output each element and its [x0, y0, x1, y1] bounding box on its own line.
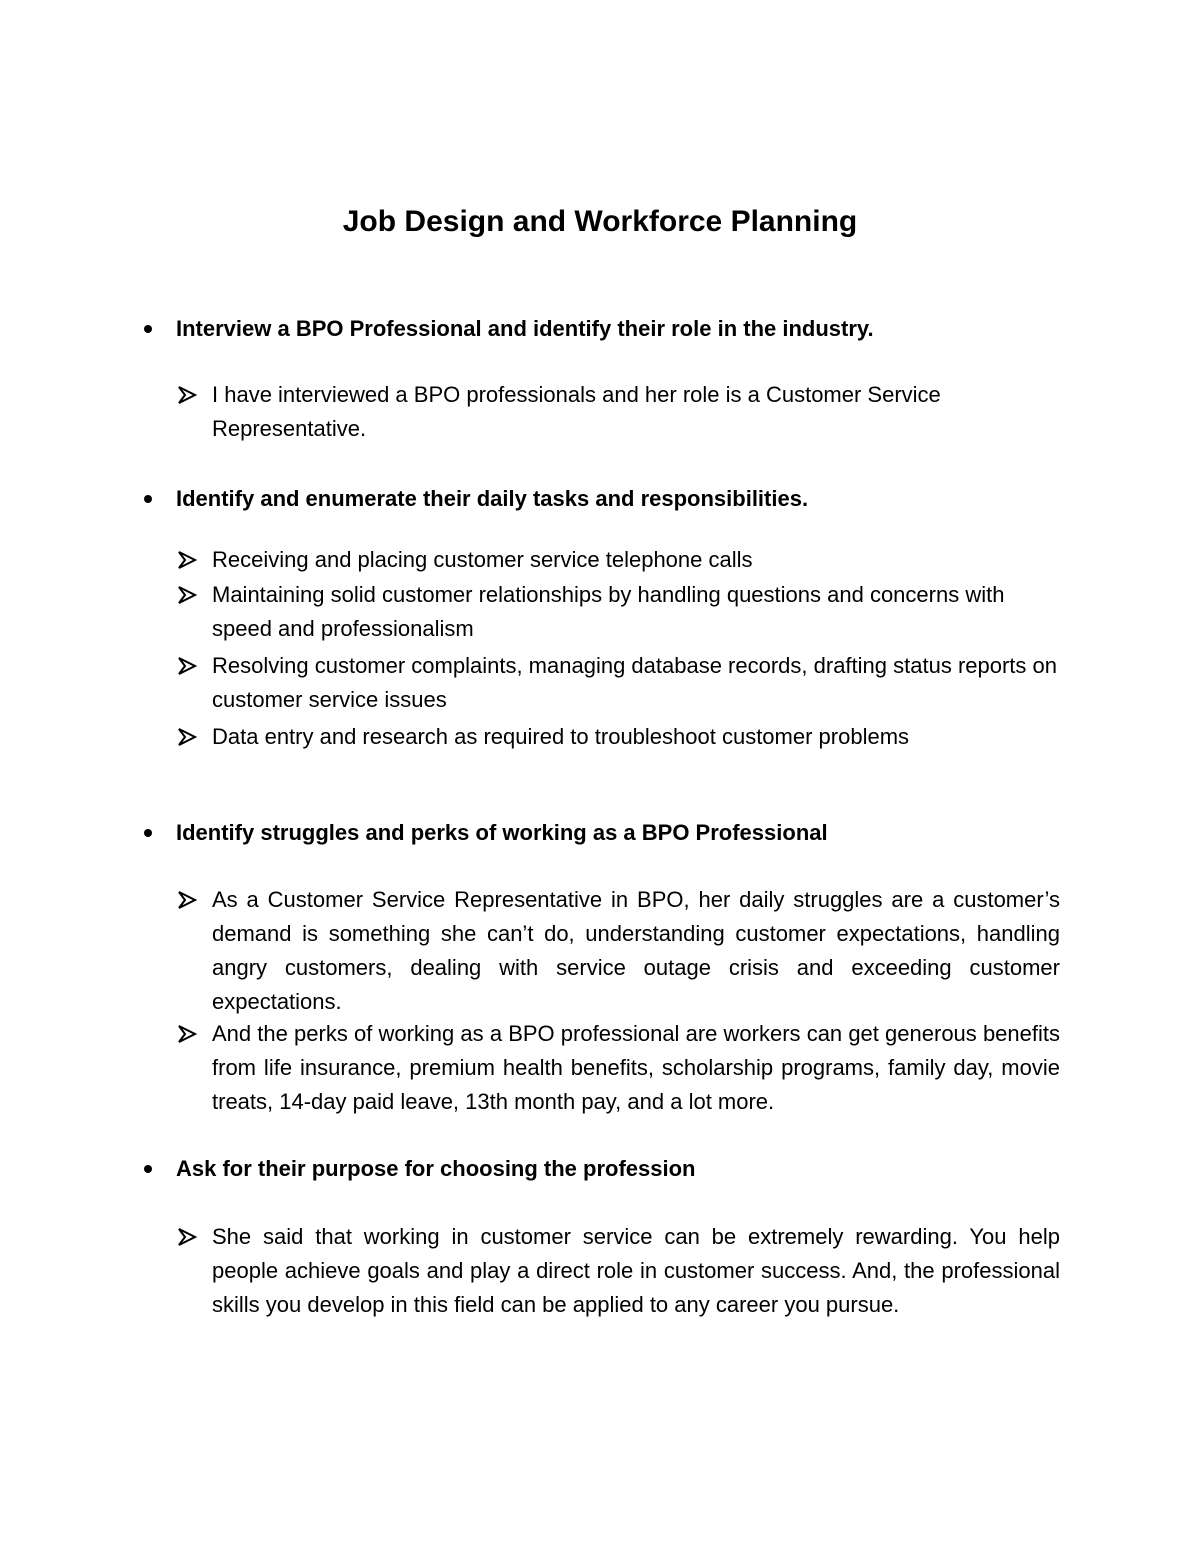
arrow-bullet-icon	[176, 1017, 198, 1051]
document-title: Job Design and Workforce Planning	[342, 205, 858, 238]
bullet-icon	[142, 1154, 154, 1184]
bullet-icon	[142, 484, 154, 514]
arrow-bullet-icon	[176, 378, 198, 412]
answer-text: Data entry and research as required to troubleshoot customer problems	[212, 724, 910, 749]
arrow-bullet-icon	[176, 543, 198, 577]
answer-text: Maintaining solid customer relationships by handling questions and concerns with speed and professionalism	[212, 582, 1005, 641]
arrow-bullet-icon	[176, 883, 198, 917]
answer-text: As a Customer Service Representative in BPO, her daily struggles are a customer’s demand is something she can’t do, understanding customer expectations, handling angry customers, dealing with service outage crisis and exceeding customer expectations.	[212, 887, 1060, 1014]
bullet-icon	[142, 314, 154, 344]
arrow-bullet-icon	[176, 720, 198, 754]
question-heading: Identify struggles and perks of working as a BPO Professional	[176, 820, 828, 845]
question-heading: Identify and enumerate their daily tasks and responsibilities.	[176, 486, 809, 511]
arrow-bullet-icon	[176, 1220, 198, 1254]
question-heading: Interview a BPO Professional and identify their role in the industry.	[176, 316, 874, 341]
answer-text: And the perks of working as a BPO professional are workers can get generous benefits from life insurance, premium health benefits, scholarship programs, family day, movie treats, 14-day paid leave, 13th month pay, and a lot more.	[212, 1021, 1060, 1114]
bullet-icon	[142, 818, 154, 848]
arrow-bullet-icon	[176, 578, 198, 612]
arrow-bullet-icon	[176, 649, 198, 683]
answer-text: Receiving and placing customer service telephone calls	[212, 547, 753, 572]
answer-text: She said that working in customer service can be extremely rewarding. You help people achieve goals and play a direct role in customer success. And, the professional skills you develop in this field can be applied to any career you pursue.	[212, 1224, 1060, 1317]
answer-text: I have interviewed a BPO professionals and her role is a Customer Service Representative.	[212, 382, 941, 441]
question-heading: Ask for their purpose for choosing the profession	[176, 1156, 696, 1181]
answer-text: Resolving customer complaints, managing database records, drafting status reports on customer service issues	[212, 653, 1057, 712]
